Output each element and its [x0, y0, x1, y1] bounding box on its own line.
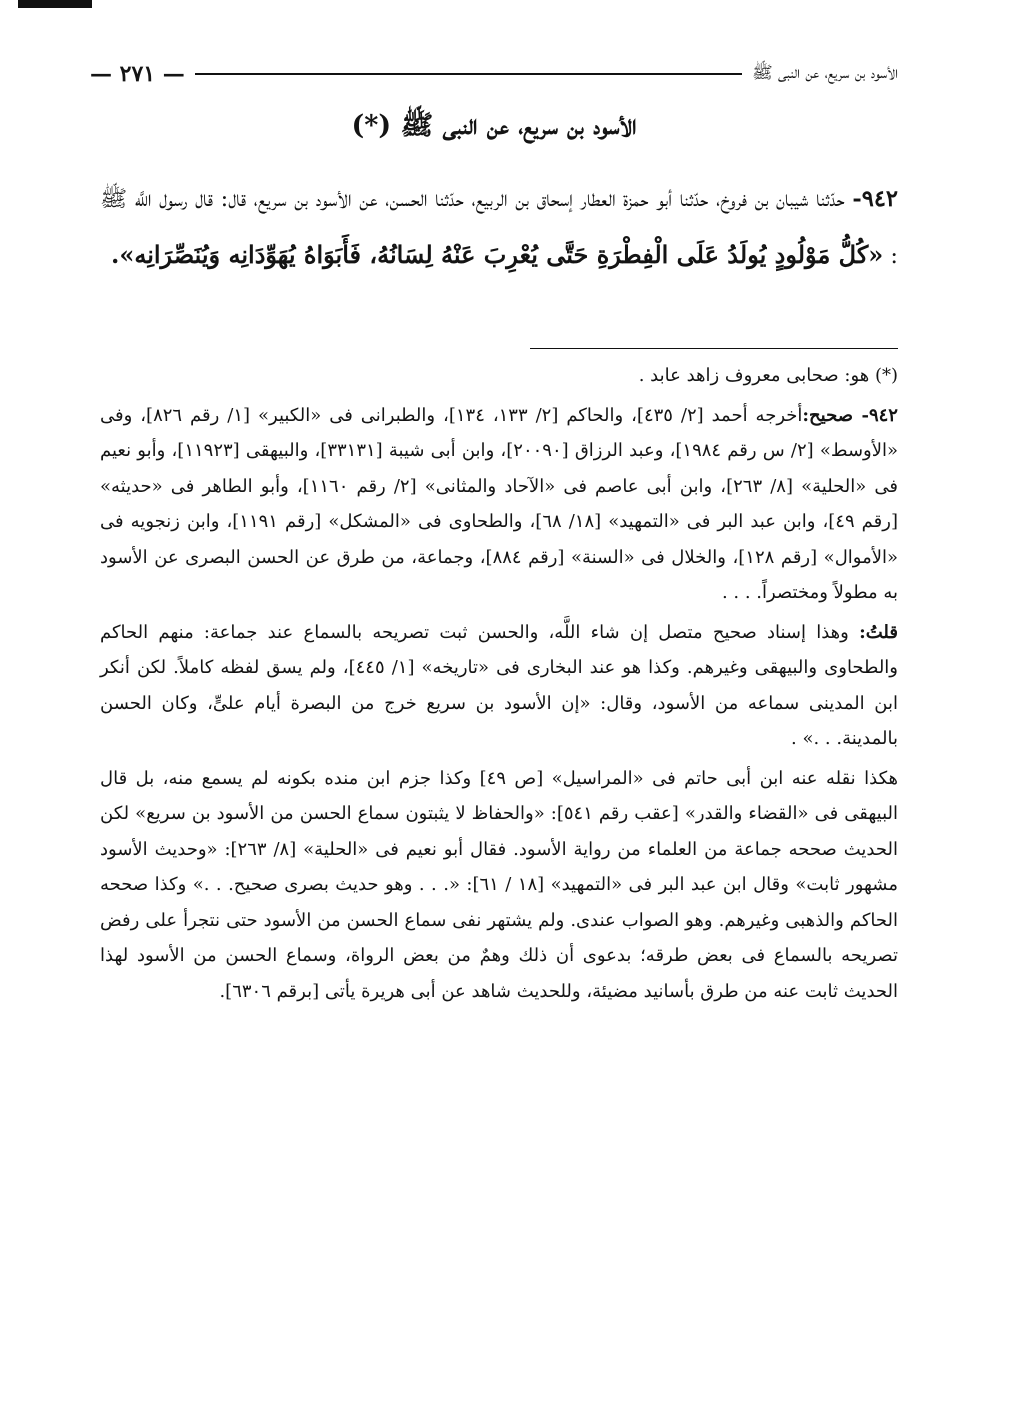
hadith-number: ٩٤٢- [852, 186, 899, 212]
footnotes [100, 358, 898, 1013]
footnote-separator [530, 348, 898, 349]
takhrij-text: أخرجه أحمد [٢/ ٤٣٥]، والحاكم [٢/ ١٣٣، ١٣٤]، والطبرانى فى «الكبير» [١/ رقم ٨٢٦]، وفى «الأوسط» [٢/ س رقم ١٩٨٤]، وعبد الرزاق [٢٠٠٩٠]، وابن أبى شيبة [٣٣١٣١]، والبيهقى [١١٩٢٣]، وأبو نعيم فى «الحلية» [٨/ ٢٦٣]، وابن أبى عاصم فى «الآحاد والمثانى» [٢/ رقم ١١٦٠]، وأبو الطاهر فى «حديثه» [رقم ٤٩]، وابن عبد البر فى «التمهيد» [١٨/ ٦٨]، والطحاوى فى «المشكل» [رقم ١١٩١]، وابن زنجويه فى «الأموال» [رقم ١٢٨]، والخلال فى «السنة» [رقم ٨٨٤]، وجماعة، من طرق عن الحسن البصرى عن الأسود به مطولاً ومختصراً. . . . [100, 404, 898, 603]
hadith-isnad: حدّثنا شيبان بن فروخ، حدّثنا أبو حمزة العطار إسحاق بن الربيع، حدّثنا الحسن، عن الأسود بن سريع، قال: قال رسول اللَّه ﷺ : [100, 186, 898, 269]
top-edge-mark [18, 0, 92, 8]
qultu-text: وهذا إسناد صحيح متصل إن شاء اللَّه، والحسن ثبت تصريحه بالسماع عند جماعة: منهم الحاكم والطحاوى والبيهقى وغيرهم. وكذا هو عند البخارى فى «تاريخه» [١/ ٤٤٥]، ولم يسق لفظه كاملاً. لكن أنكر ابن المدينى سماعه من الأسود، وقال: «إن الأسود بن سريع خرج من البصرة أيام علىٍّ، وكان الحسن بالمدينة. . .» . [100, 621, 898, 749]
running-header [90, 56, 898, 92]
running-header-title: الأسود بن سريع، عن النبى ﷺ [752, 62, 898, 83]
hadith-text [100, 172, 898, 284]
companion-note: (*) هو: صحابى معروف زاهد عابد . [638, 365, 898, 386]
takhrij-paragraph [100, 398, 898, 611]
qultu-label: قلتُ: [859, 621, 898, 643]
chapter-title: الأسود بن سريع، عن النبى ﷺ (*) [351, 110, 637, 141]
takhrij-label: ٩٤٢- صحيح: [802, 404, 898, 426]
final-paragraph: هكذا نقله عنه ابن أبى حاتم فى «المراسيل» [ص ٤٩] وكذا جزم ابن منده بكونه لم يسمع منه، بل قال البيهقى فى «القضاء والقدر» [عقب رقم ٥٤١]: «والحفاظ لا يثبتون سماع الحسن من الأسود بن سريع» لكن الحديث صححه جماعة من العلماء من رواية الأسود. فقال أبو نعيم فى «الحلية» [٨/ ٢٦٣]: «وحديث الأسود مشهور ثابت» وقال ابن عبد البر فى «التمهيد» [١٨ / ٦١]: «. . . وهو حديث بصرى صحيح. . .» وكذا صححه الحاكم والذهبى وغيرهم. وهو الصواب عندى. ولم يشتهر نفى سماع الحسن من الأسود حتى نتجرأ على رفض تصريحه بالسماع فى بعض طرقه؛ بدعوى أن ذلك وهمٌ من بعض الرواة، وسماع الحسن من الأسود لهذا الحديث ثابت عنه من طرق بأسانيد مضيئة، وللحديث شاهد عن أبى هريرة يأتى [برقم ٦٣٠٦]. [100, 767, 899, 1002]
qultu-paragraph [100, 615, 898, 757]
page-number: — ٢٧١ — [90, 61, 195, 87]
hadith-matn: «كُلُّ مَوْلُودٍ يُولَدُ عَلَى الْفِطْرَةِ حَتَّى يُعْرِبَ عَنْهُ لِسَانُهُ، فَأَبَوَاهُ يُهَوِّدَانِه وَيُنَصِّرَانِه». [110, 240, 884, 269]
header-rule [195, 73, 742, 75]
